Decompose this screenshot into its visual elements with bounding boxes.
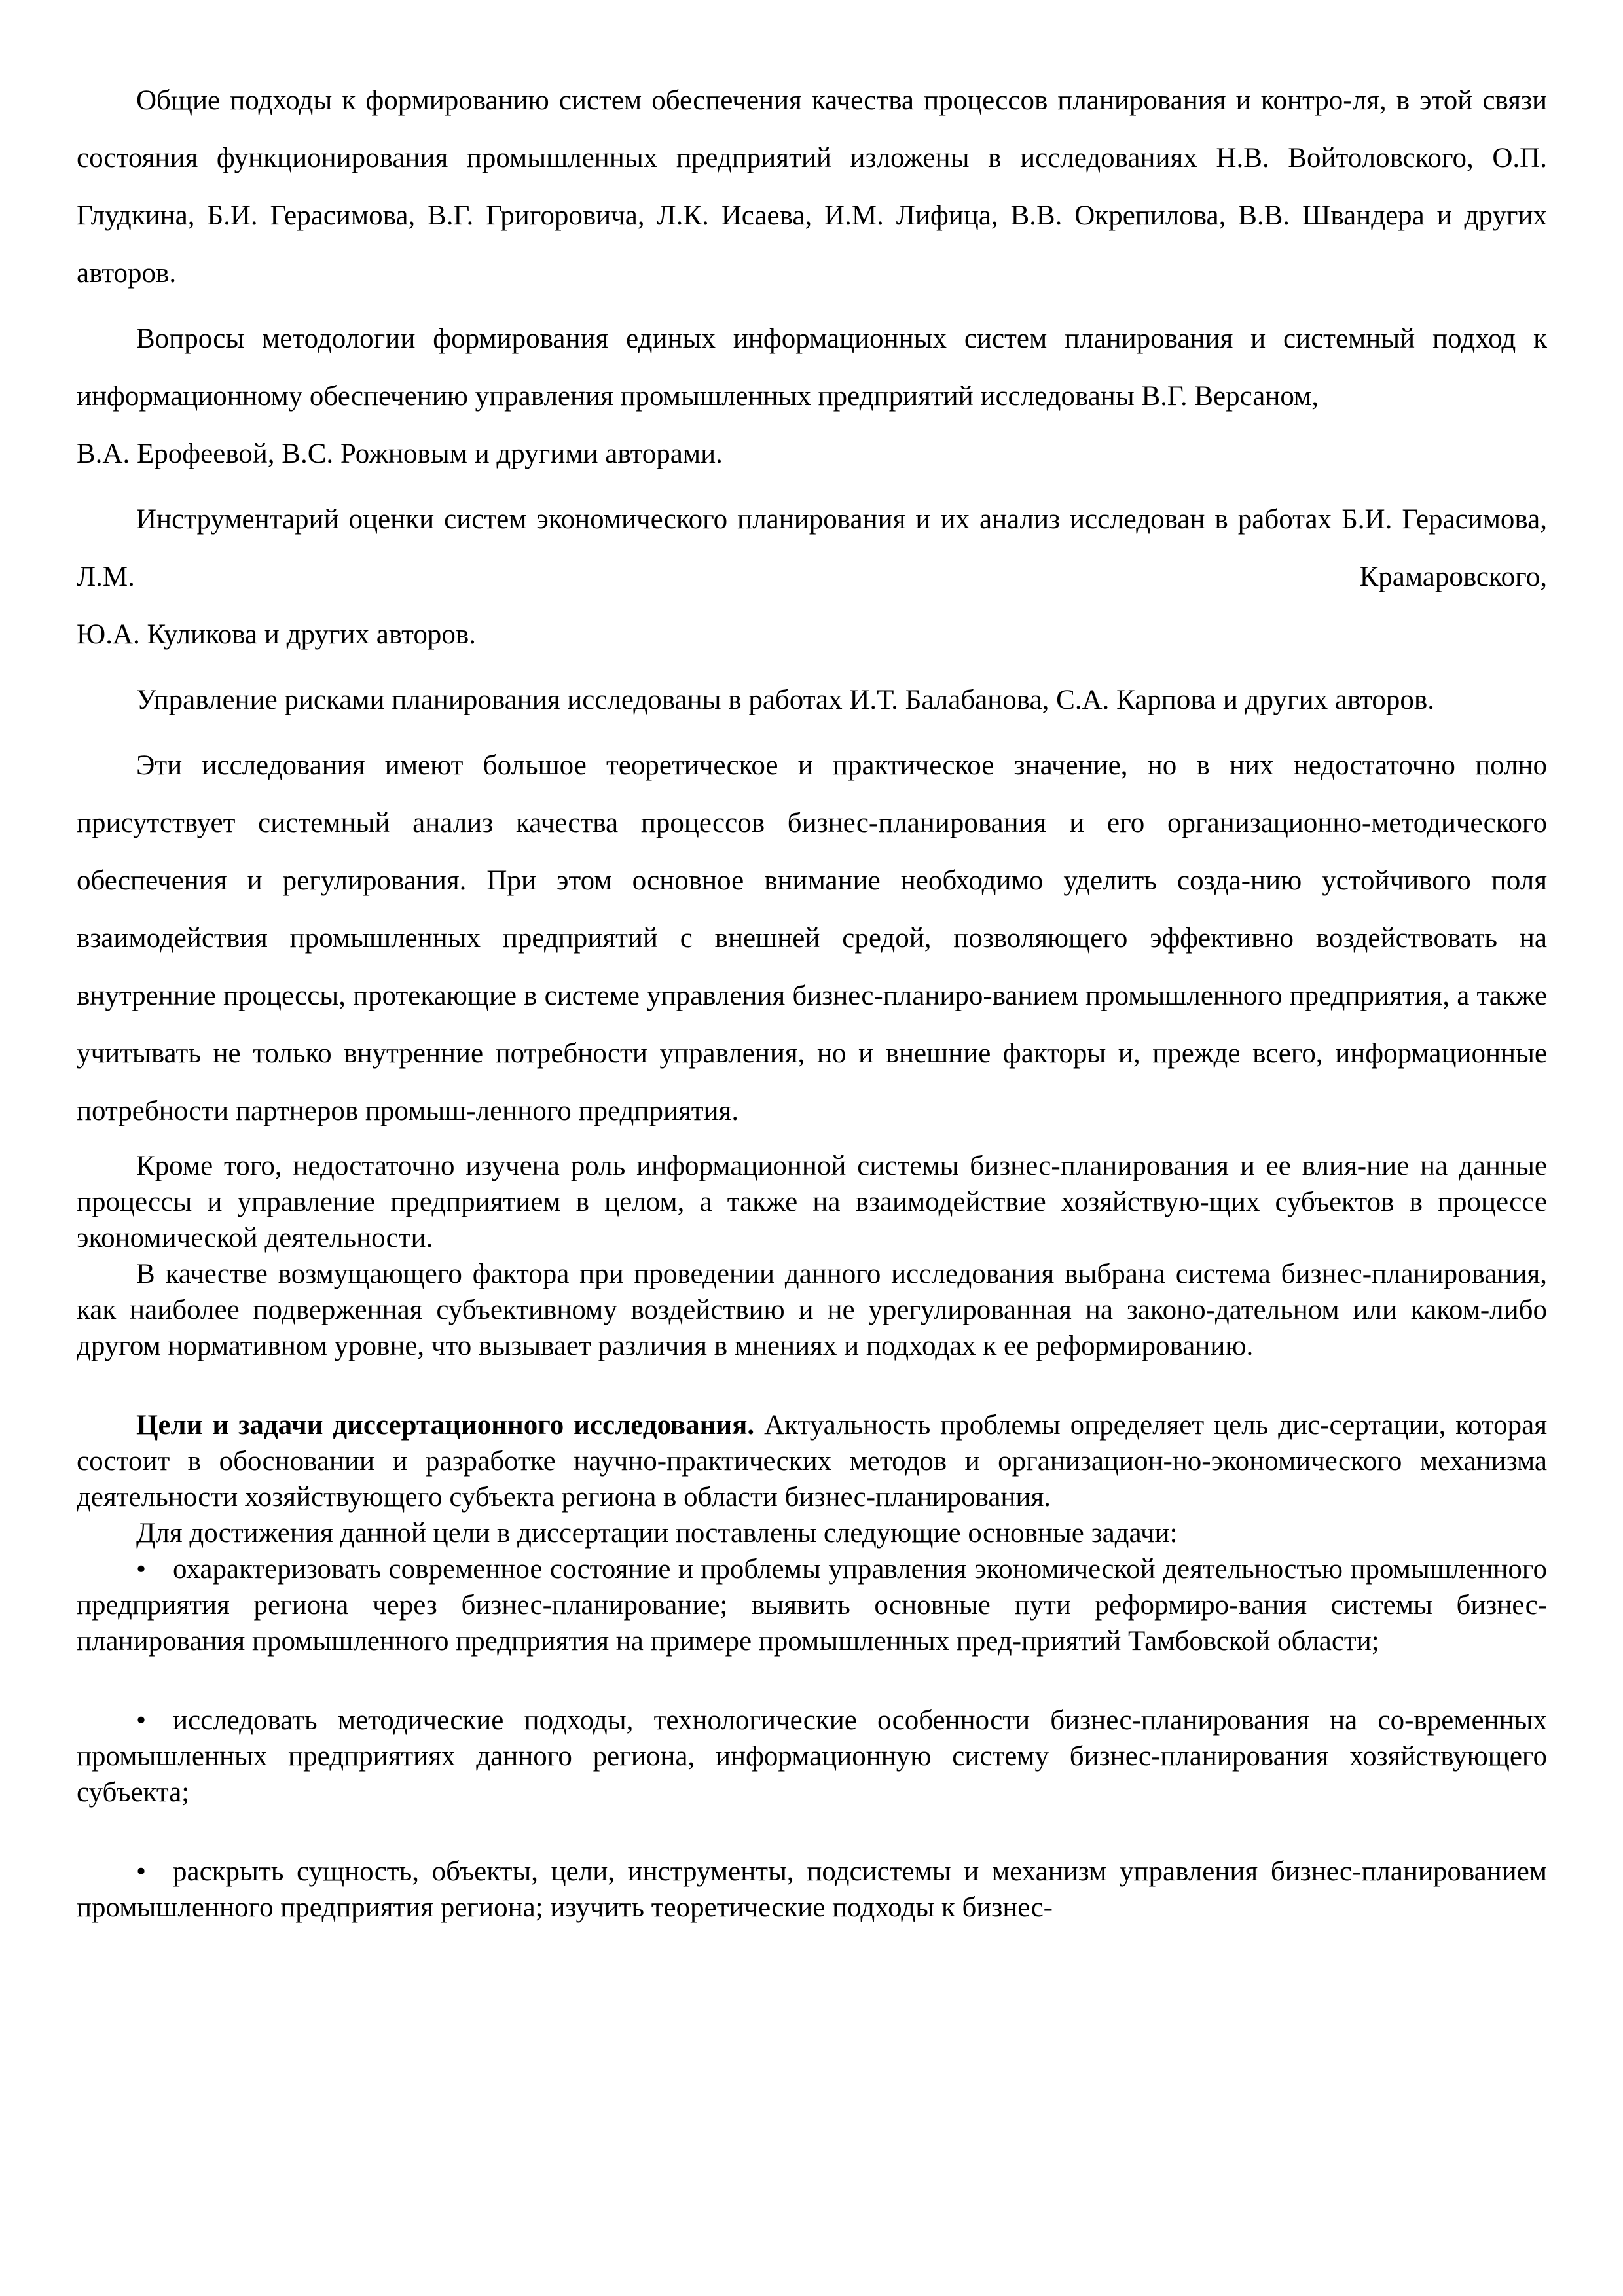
paragraph-research-significance: Эти исследования имеют большое теоретическое и практическое значение, но в них недостаточно полно присутствует системный анализ качества процессов бизнес-планирования и его организационно-методического обеспечения и регулирования. При этом основное внимание необходимо уделить созда-нию устойчивого поля взаимодействия промышленных предприятий с внешней средой, позволяющего эффективно воздействовать на внутренние процессы, протекающие в системе управления бизнес-планиро-ванием промышленного предприятия, а также учитывать не только внутренние потребности управления, но и внешние факторы и, прежде всего, информационные потребности партнеров промыш-ленного предприятия. xyxy=(77,750,1547,1126)
paragraph-disturbing-factor: В качестве возмущающего фактора при проведении данного исследования выбрана система бизнес-планирования, как наиболее подверженная субъективному воздействию и не урегулированная на законо-дательном или каком-либо другом нормативном уровне, что вызывает различия в мнениях и подходах к ее реформированию. xyxy=(77,1259,1547,1361)
paragraph-goals xyxy=(77,1407,1547,1515)
paragraph-instruments: Инструментарий оценки систем экономического планирования и их анализ исследован в работах Б.И. Герасимова, Л.М. Крамаровского, xyxy=(77,504,1547,592)
list-item xyxy=(77,1854,1547,1926)
goals-heading: Цели и задачи диссертационного исследования. xyxy=(136,1410,755,1441)
list-item-text: исследовать методические подходы, технологические особенности бизнес-планирования на со-временных промышленных предприятиях данного региона, информационную систему бизнес-планирования хозяйствующего субъекта; xyxy=(77,1705,1547,1808)
paragraph-general-approaches: Общие подходы к формированию систем обеспечения качества процессов планирования и контро-ля, в этой связи состояния функционирования промышленных предприятий изложены в исследованиях Н.В. Войтоловского, О.П. Глудкина, Б.И. Герасимова, В.Г. Григоровича, Л.К. Исаева, И.М. Лифица, В.В. Окрепилова, В.В. Швандера и других авторов. xyxy=(77,85,1547,289)
paragraph-methodology: Вопросы методологии формирования единых информационных систем планирования и системный подход к информационному обеспечению управления промышленных предприятий исследованы В.Г. Версаном, xyxy=(77,323,1547,412)
paragraph-tasks-intro: Для достижения данной цели в диссертации поставлены следующие основные задачи: xyxy=(136,1518,1178,1549)
list-item-text: охарактеризовать современное состояние и проблемы управления экономической деятельностью промышленного предприятия региона через бизнес-планирование; выявить основные пути реформиро-вания системы бизнес-планирования промышленного предприятия на примере промышленных пред-приятий Тамбовской области; xyxy=(77,1554,1547,1657)
document-body xyxy=(77,72,1547,1926)
list-item-text: раскрыть сущность, объекты, цели, инструменты, подсистемы и механизм управления бизнес-планированием промышленного предприятия региона; изучить теоретические подходы к бизнес- xyxy=(77,1856,1547,1923)
paragraph-methodology-continued: В.А. Ерофеевой, В.С. Рожновым и другими авторами. xyxy=(77,439,723,469)
paragraph-instruments-continued: Ю.А. Куликова и других авторов. xyxy=(77,619,476,650)
paragraph-risk-management: Управление рисками планирования исследованы в работах И.Т. Балабанова, С.А. Карпова и других авторов. xyxy=(136,685,1434,715)
goals-text: Актуальность проблемы определяет цель дис-сертации, которая состоит в обосновании и разработке научно-практических методов и организацион-но-экономического механизма деятельности хозяйствующего субъекта региона в области бизнес-планирования. xyxy=(77,1410,1547,1513)
bullet-icon: • xyxy=(136,1554,147,1585)
bullet-icon: • xyxy=(136,1705,147,1736)
bullet-icon: • xyxy=(136,1856,147,1887)
list-item xyxy=(77,1702,1547,1810)
list-item xyxy=(77,1551,1547,1659)
paragraph-information-system: Кроме того, недостаточно изучена роль информационной системы бизнес-планирования и ее влия-ние на данные процессы и управление предприятием в целом, а также на взаимодействие хозяйствую-щих субъектов в процессе экономической деятельности. xyxy=(77,1151,1547,1253)
